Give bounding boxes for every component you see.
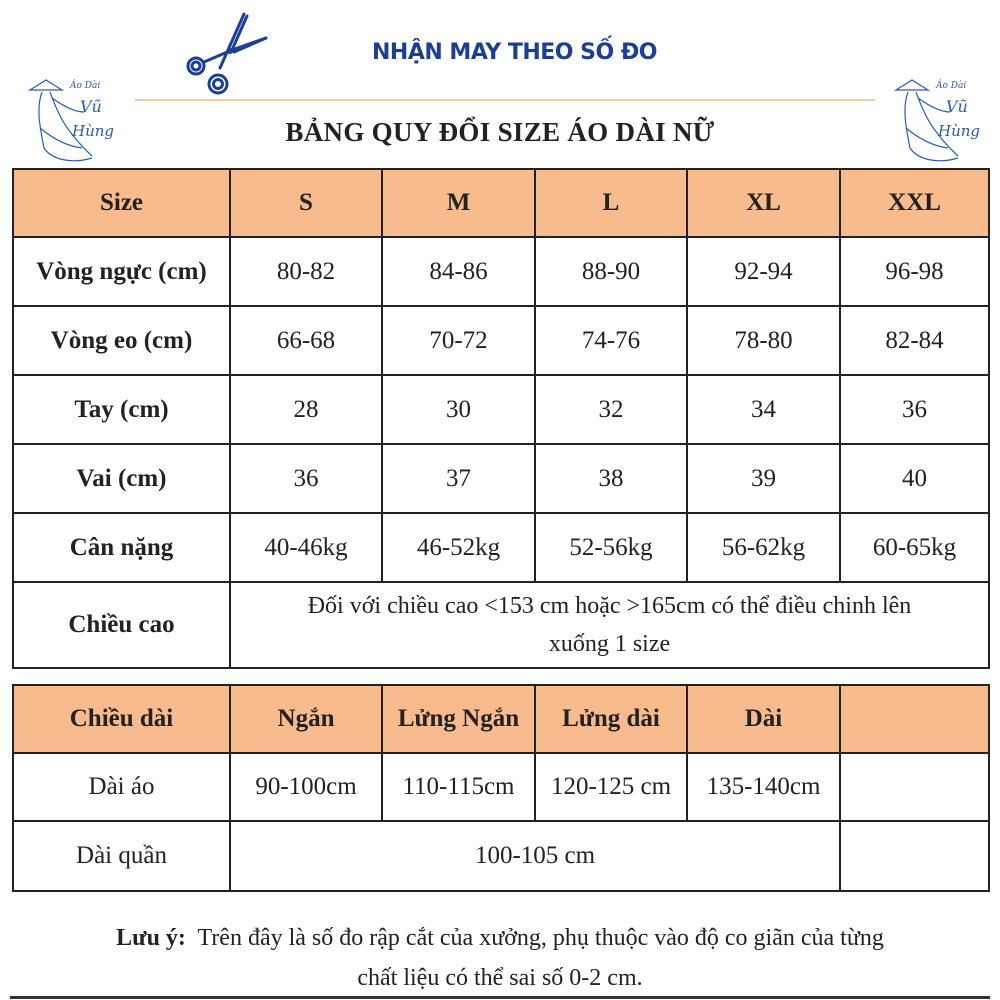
table-cell: 34: [687, 375, 840, 444]
logo-line3: Hùng: [938, 122, 980, 140]
height-note-line1: Đối với chiều cao <153 cm hoặc >165cm có thể điều chinh lên: [307, 593, 912, 619]
row-label: Vai (cm): [13, 444, 230, 513]
table-cell: 37: [382, 444, 535, 513]
column-header: XXL: [840, 169, 989, 237]
row-label: Cân nặng: [13, 513, 230, 582]
table-row: [13, 375, 989, 444]
scissors-icon: [182, 10, 272, 100]
column-header: Lửng dài: [535, 685, 687, 753]
banner-title: NHẬN MAY THEO SỐ ĐO: [372, 40, 657, 65]
divider: [10, 996, 990, 999]
row-label: Vòng ngực (cm): [13, 237, 230, 306]
row-label: Vòng eo (cm): [13, 306, 230, 375]
table-cell-merged: 100-105 cm: [230, 821, 840, 891]
column-header: Size: [13, 169, 230, 237]
footnote-label: Lưu ý:: [116, 925, 186, 951]
table-cell: 32: [535, 375, 687, 444]
logo-line1: Áo Dài: [70, 81, 101, 91]
logo-line3: Hùng: [72, 122, 114, 140]
column-header: XL: [687, 169, 840, 237]
footnote-text: Trên đây là số đo rập cắt của xưởng, phụ thuộc vào độ co giãn của từng: [197, 925, 884, 951]
logo-line2: Vũ: [80, 97, 102, 116]
table-cell: 82-84: [840, 306, 989, 375]
column-header: L: [535, 169, 687, 237]
table-row: [13, 444, 989, 513]
footnote-line2: chất liệu có thể sai số 0-2 cm.: [357, 965, 643, 991]
table-cell: 30: [382, 375, 535, 444]
table-cell: 90-100cm: [230, 753, 382, 821]
table-cell: 40: [840, 444, 989, 513]
table-cell: 120-125 cm: [535, 753, 687, 821]
logo-line2: Vũ: [946, 97, 968, 116]
row-label: Dài quần: [13, 821, 230, 891]
table-row: [13, 821, 989, 891]
footnote: [0, 918, 1000, 998]
length-table: [12, 684, 990, 892]
divider: [135, 99, 875, 101]
column-header: Chiều dài: [13, 685, 230, 753]
table-cell: 92-94: [687, 237, 840, 306]
table-cell: [840, 753, 989, 821]
height-row: [13, 582, 989, 668]
table-row: [13, 753, 989, 821]
table-cell: 135-140cm: [687, 753, 840, 821]
table-cell: 40-46kg: [230, 513, 382, 582]
footnote-line1: [0, 918, 1000, 958]
table-cell: 78-80: [687, 306, 840, 375]
table-row: [13, 513, 989, 582]
table-cell: 39: [687, 444, 840, 513]
height-adjust-note: [230, 582, 989, 668]
table-cell: 60-65kg: [840, 513, 989, 582]
row-label: Chiều cao: [13, 582, 230, 668]
row-label: Dài áo: [13, 753, 230, 821]
column-header: [840, 685, 989, 753]
table-cell: 110-115cm: [382, 753, 535, 821]
table-cell: 28: [230, 375, 382, 444]
table-cell: 96-98: [840, 237, 989, 306]
table-cell: 70-72: [382, 306, 535, 375]
table-cell: 52-56kg: [535, 513, 687, 582]
row-label: Tay (cm): [13, 375, 230, 444]
column-header: Ngắn: [230, 685, 382, 753]
table-row: [13, 306, 989, 375]
table-cell: 46-52kg: [382, 513, 535, 582]
document-title: BẢNG QUY ĐỔI SIZE ÁO DÀI NỮ: [285, 117, 715, 147]
column-header: Lửng Ngắn: [382, 685, 535, 753]
table-cell: 88-90: [535, 237, 687, 306]
table-cell: 84-86: [382, 237, 535, 306]
height-note-line2: xuống 1 size: [548, 631, 671, 657]
table-cell: [840, 821, 989, 891]
column-header: Dài: [687, 685, 840, 753]
table-cell: 66-68: [230, 306, 382, 375]
table-header-row: [13, 685, 989, 753]
table-cell: 36: [840, 375, 989, 444]
table-cell: 56-62kg: [687, 513, 840, 582]
table-row: [13, 237, 989, 306]
table-header-row: [13, 169, 989, 237]
column-header: M: [382, 169, 535, 237]
logo-line1: Áo Dài: [936, 81, 967, 91]
column-header: S: [230, 169, 382, 237]
size-conversion-table: [12, 168, 990, 669]
table-cell: 36: [230, 444, 382, 513]
table-cell: 74-76: [535, 306, 687, 375]
table-cell: 38: [535, 444, 687, 513]
table-cell: 80-82: [230, 237, 382, 306]
